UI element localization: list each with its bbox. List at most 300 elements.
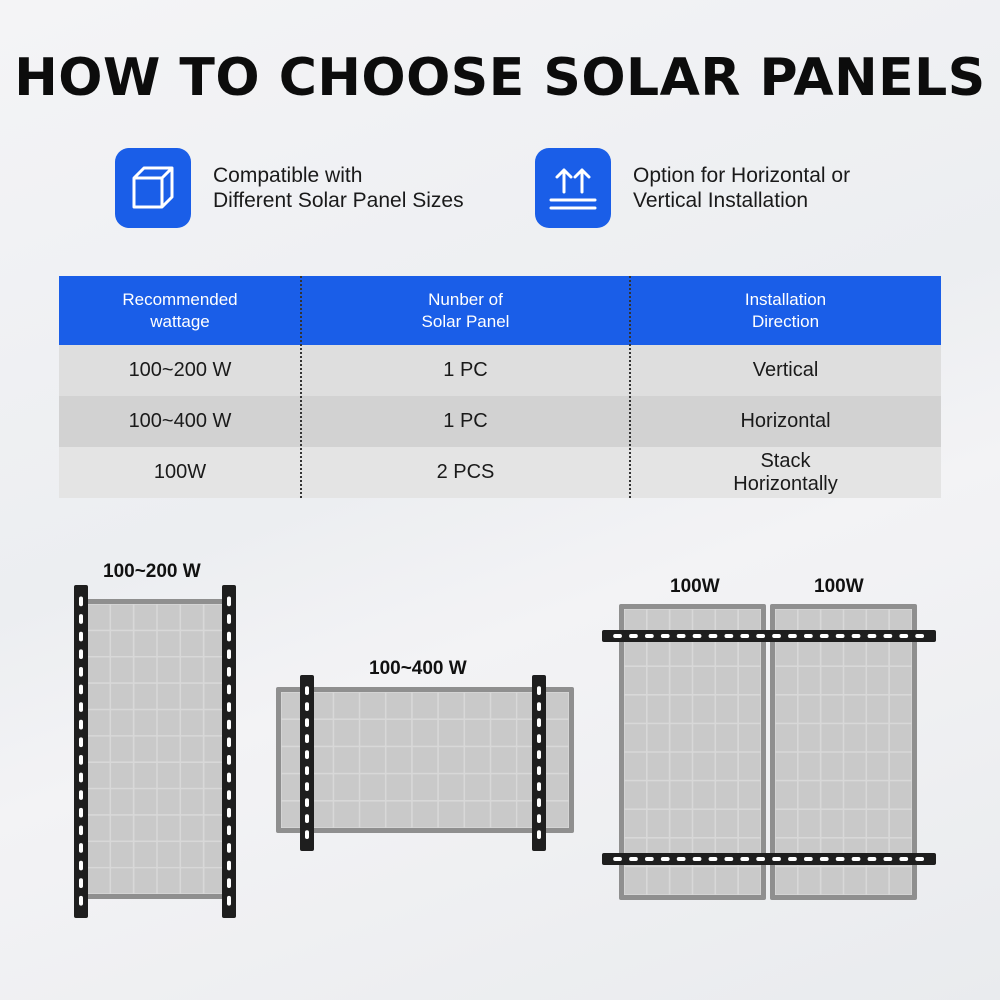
bracket-slot <box>852 857 861 861</box>
panel-cell <box>671 724 692 751</box>
panel-cell <box>867 810 888 837</box>
panel-cell <box>716 696 737 723</box>
cell-direction: Horizontal <box>740 410 831 432</box>
panel-cell <box>439 720 464 746</box>
panel-cell <box>799 753 820 780</box>
bracket-slot <box>79 597 83 607</box>
panel-cell <box>465 747 490 773</box>
bracket-slot <box>305 766 309 775</box>
panel-cell <box>135 710 157 735</box>
bracket-slot <box>305 718 309 727</box>
bracket-slot <box>804 634 813 638</box>
bracket-slot <box>305 702 309 711</box>
panel-cell <box>799 696 820 723</box>
bracket-slot <box>227 896 231 906</box>
bracket-slot <box>537 686 541 695</box>
panel-cell <box>158 842 180 867</box>
panel-cell <box>158 816 180 841</box>
bracket-slot <box>227 755 231 765</box>
table-row <box>59 345 941 396</box>
panel-cell <box>181 842 203 867</box>
panel-cell <box>716 810 737 837</box>
panel-cell <box>625 638 646 665</box>
panel-cell <box>135 842 157 867</box>
cell-count: 2 PCS <box>436 461 495 483</box>
panel-cell <box>111 868 133 893</box>
panel-cell <box>648 810 669 837</box>
panel-cell <box>844 781 865 808</box>
panel-cell <box>413 802 438 828</box>
bracket-slot <box>756 857 765 861</box>
panel-cell <box>739 753 760 780</box>
bracket-slot <box>661 857 670 861</box>
panel-cell <box>648 667 669 694</box>
bracket-slot <box>79 632 83 642</box>
bracket-slot <box>227 614 231 624</box>
panel-cell <box>844 724 865 751</box>
panel-cell <box>181 658 203 683</box>
bracket-slot <box>227 667 231 677</box>
cell-wattage: 100W <box>153 461 207 483</box>
feature-panel-sizes <box>115 148 464 228</box>
panel-cell <box>158 631 180 656</box>
bracket-slot <box>804 857 813 861</box>
panel-cell <box>799 638 820 665</box>
panel-cell <box>135 631 157 656</box>
panel-cell <box>716 724 737 751</box>
panel-cell <box>867 638 888 665</box>
panel-cell <box>181 763 203 788</box>
panel-cell <box>387 774 412 800</box>
bracket-slot <box>227 702 231 712</box>
panel-cell <box>88 684 110 709</box>
panel-cell <box>135 605 157 630</box>
panel-cell <box>822 753 843 780</box>
panel-cell <box>111 684 133 709</box>
bracket-slot <box>820 857 829 861</box>
bracket-slot <box>227 808 231 818</box>
panel-cell <box>544 720 569 746</box>
panel-cell <box>693 724 714 751</box>
panel-cell <box>88 789 110 814</box>
panel-cell <box>671 810 692 837</box>
bracket-slot <box>79 825 83 835</box>
panel-cell <box>491 693 516 719</box>
bracket-slot <box>305 750 309 759</box>
bracket-slot <box>868 857 877 861</box>
header-direction: Installation Direction <box>630 276 941 345</box>
panel-cell <box>111 816 133 841</box>
feature-line-2: Vertical Installation <box>633 189 809 212</box>
panel-cell <box>776 667 797 694</box>
bracket-slot <box>709 857 718 861</box>
bracket-slot <box>227 649 231 659</box>
panel-cell <box>135 658 157 683</box>
table-row <box>59 447 941 498</box>
bracket-slot <box>693 634 702 638</box>
mounting-bracket <box>300 675 314 851</box>
panel-cell <box>867 753 888 780</box>
panel-cell <box>135 737 157 762</box>
panel-cell <box>491 747 516 773</box>
bracket-slot <box>79 808 83 818</box>
panel-cell <box>693 753 714 780</box>
bracket-slot <box>740 857 749 861</box>
panel-cell <box>88 868 110 893</box>
panel-cell <box>671 867 692 894</box>
panel-cell <box>135 684 157 709</box>
panel-cell <box>439 774 464 800</box>
panel-cell <box>822 781 843 808</box>
panel-cell <box>88 710 110 735</box>
panel-cell <box>716 867 737 894</box>
panel-cell <box>158 658 180 683</box>
bracket-slot <box>227 861 231 871</box>
panel-cell <box>88 816 110 841</box>
cell-wattage: 100~400 W <box>128 410 232 432</box>
bracket-slot <box>79 649 83 659</box>
panel-cell <box>158 605 180 630</box>
bracket-slot <box>645 634 654 638</box>
bracket-slot <box>305 782 309 791</box>
bracket-slot <box>227 843 231 853</box>
feature-line-1: Compatible with <box>213 164 363 187</box>
panel-cell <box>776 810 797 837</box>
panel-cell <box>716 753 737 780</box>
panel-cell <box>181 816 203 841</box>
bracket-slot <box>227 685 231 695</box>
panel-cell <box>844 810 865 837</box>
bracket-slot <box>740 634 749 638</box>
bracket-slot <box>537 718 541 727</box>
cell-count: 1 PC <box>443 359 488 381</box>
bracket-slot <box>883 634 892 638</box>
bracket-slot <box>227 737 231 747</box>
bracket-slot <box>915 634 924 638</box>
panel-cell <box>181 605 203 630</box>
panel-cell <box>181 737 203 762</box>
panel-cell <box>776 724 797 751</box>
bracket-slot <box>756 634 765 638</box>
panel-cell <box>413 693 438 719</box>
panel-cell <box>739 667 760 694</box>
panel-cell <box>465 774 490 800</box>
stack-install-illustration <box>600 600 940 900</box>
bracket-slot <box>820 634 829 638</box>
panel-cell <box>693 867 714 894</box>
panel-cell <box>671 667 692 694</box>
panel-cell <box>671 753 692 780</box>
bracket-slot <box>305 830 309 839</box>
panel-cell <box>716 667 737 694</box>
bracket-slot <box>868 634 877 638</box>
panel-cell <box>387 747 412 773</box>
panel-cell <box>334 720 359 746</box>
panel-cell <box>111 631 133 656</box>
bracket-slot <box>79 737 83 747</box>
panel-cell <box>716 781 737 808</box>
cell-direction: Vertical <box>752 359 819 381</box>
table-row <box>59 396 941 447</box>
bracket-slot <box>709 634 718 638</box>
panel-cell <box>111 763 133 788</box>
column-divider <box>629 276 631 498</box>
panel-cell <box>671 638 692 665</box>
panel-cell <box>739 867 760 894</box>
panel-cell <box>387 693 412 719</box>
panel-cell <box>544 802 569 828</box>
panel-cell <box>158 763 180 788</box>
bracket-slot <box>79 702 83 712</box>
panel-cell <box>648 781 669 808</box>
bracket-slot <box>79 861 83 871</box>
panel-cell <box>739 781 760 808</box>
bracket-slot <box>613 857 622 861</box>
panel-cell <box>111 658 133 683</box>
panel-cell <box>844 638 865 665</box>
stack-panel-label-left: 100W <box>670 576 720 597</box>
panel-cell <box>890 753 911 780</box>
panel-cell <box>625 867 646 894</box>
panel-cell <box>648 753 669 780</box>
bracket-slot <box>79 843 83 853</box>
selection-table <box>59 276 941 498</box>
panel-cell <box>439 693 464 719</box>
panel-cell <box>822 724 843 751</box>
cell-wattage: 100~200 W <box>128 359 232 381</box>
panel-cell <box>544 747 569 773</box>
bracket-slot <box>79 720 83 730</box>
bracket-slot <box>629 857 638 861</box>
panel-cell <box>135 816 157 841</box>
cell-count: 1 PC <box>443 410 488 432</box>
bracket-slot <box>79 614 83 624</box>
bracket-slot <box>613 634 622 638</box>
panel-cell <box>111 710 133 735</box>
bracket-slot <box>537 814 541 823</box>
panel-cell <box>822 638 843 665</box>
bracket-slot <box>852 634 861 638</box>
panel-cell <box>648 724 669 751</box>
horizontal-install-illustration <box>272 675 578 855</box>
panel-cell <box>799 724 820 751</box>
bracket-slot <box>645 857 654 861</box>
mounting-bracket <box>532 675 546 851</box>
panel-cell <box>799 867 820 894</box>
panel-cell <box>465 720 490 746</box>
panel-cell <box>544 774 569 800</box>
panel-cell <box>491 802 516 828</box>
panel-cell <box>491 774 516 800</box>
bracket-slot <box>677 634 686 638</box>
panel-cell <box>360 747 385 773</box>
header-wattage: Recommended wattage <box>59 276 301 345</box>
panel-cell <box>111 605 133 630</box>
panel-cell <box>776 696 797 723</box>
panel-cell <box>776 781 797 808</box>
panel-cell <box>181 710 203 735</box>
panel-cell <box>88 631 110 656</box>
panel-cell <box>360 802 385 828</box>
panel-cell <box>693 667 714 694</box>
bracket-slot <box>629 634 638 638</box>
panel-cell <box>799 810 820 837</box>
panel-cell <box>181 631 203 656</box>
panel-cell <box>867 867 888 894</box>
bracket-slot <box>537 734 541 743</box>
bracket-slot <box>677 857 686 861</box>
bracket-slot <box>661 634 670 638</box>
panel-cell <box>844 667 865 694</box>
panel-cell <box>465 802 490 828</box>
panel-cell <box>181 868 203 893</box>
panel-cell <box>413 774 438 800</box>
panel-cell <box>360 693 385 719</box>
bracket-slot <box>788 634 797 638</box>
panel-cell <box>799 781 820 808</box>
bracket-slot <box>227 878 231 888</box>
panel-cell <box>822 867 843 894</box>
bracket-slot <box>79 773 83 783</box>
bracket-slot <box>79 790 83 800</box>
panel-cell <box>181 684 203 709</box>
panel-cell <box>693 781 714 808</box>
panel-cell <box>822 810 843 837</box>
bracket-slot <box>227 632 231 642</box>
panel-cell <box>890 810 911 837</box>
bracket-slot <box>883 857 892 861</box>
header-panel-count: Nunber of Solar Panel <box>301 276 630 345</box>
panel-cell <box>671 781 692 808</box>
column-divider <box>300 276 302 498</box>
panel-cell <box>439 802 464 828</box>
panel-cell <box>822 696 843 723</box>
panel-cell <box>158 684 180 709</box>
bracket-slot <box>788 857 797 861</box>
vertical-panel-label: 100~200 W <box>103 561 201 582</box>
cell-direction: Stack Horizontally <box>733 449 838 495</box>
panel-cell <box>465 693 490 719</box>
panel-cell <box>360 720 385 746</box>
panel-cell <box>693 696 714 723</box>
panel-cell <box>111 789 133 814</box>
panel-cell <box>671 696 692 723</box>
panel-cell <box>867 781 888 808</box>
panel-cell <box>625 781 646 808</box>
bracket-slot <box>227 790 231 800</box>
bracket-slot <box>836 857 845 861</box>
panel-cell <box>360 774 385 800</box>
panel-cell <box>867 696 888 723</box>
panel-cell <box>890 724 911 751</box>
panel-cell <box>111 737 133 762</box>
panel-cell <box>844 867 865 894</box>
panel-cell <box>334 747 359 773</box>
panel-cell <box>693 810 714 837</box>
panel-cell <box>890 667 911 694</box>
panel-cell <box>181 789 203 814</box>
panel-cell <box>739 724 760 751</box>
cube-icon <box>115 148 191 228</box>
panel-cell <box>648 696 669 723</box>
panel-cell <box>334 802 359 828</box>
bracket-slot <box>899 634 908 638</box>
panel-cell <box>648 867 669 894</box>
panel-cell <box>648 638 669 665</box>
bracket-slot <box>305 814 309 823</box>
bracket-slot <box>305 798 309 807</box>
panel-cell <box>693 638 714 665</box>
stack-panel-label-right: 100W <box>814 576 864 597</box>
panel-cell <box>334 693 359 719</box>
panel-cell <box>844 696 865 723</box>
panel-cell <box>890 638 911 665</box>
panel-cell <box>413 720 438 746</box>
panel-cell <box>88 605 110 630</box>
panel-cell <box>776 867 797 894</box>
feature-orientation <box>535 148 850 228</box>
bracket-slot <box>836 634 845 638</box>
panel-cell <box>88 763 110 788</box>
bracket-slot <box>227 597 231 607</box>
bracket-slot <box>79 896 83 906</box>
panel-cell <box>844 753 865 780</box>
bracket-slot <box>899 857 908 861</box>
panel-cell <box>135 868 157 893</box>
panel-cell <box>716 638 737 665</box>
bracket-slot <box>915 857 924 861</box>
panel-cell <box>822 667 843 694</box>
panel-cell <box>739 696 760 723</box>
panel-cell <box>158 789 180 814</box>
bracket-slot <box>79 667 83 677</box>
panel-cell <box>387 720 412 746</box>
bracket-slot <box>693 857 702 861</box>
bracket-slot <box>724 857 733 861</box>
bracket-slot <box>537 798 541 807</box>
panel-cell <box>867 724 888 751</box>
panel-cell <box>158 868 180 893</box>
bracket-slot <box>772 857 781 861</box>
panel-cell <box>135 789 157 814</box>
vertical-arrows-icon <box>535 148 611 228</box>
panel-cell <box>88 842 110 867</box>
bracket-slot <box>537 702 541 711</box>
panel-cell <box>135 763 157 788</box>
panel-cell <box>491 720 516 746</box>
panel-cell <box>544 693 569 719</box>
bracket-slot <box>79 685 83 695</box>
panel-cell <box>625 810 646 837</box>
panel-cell <box>387 802 412 828</box>
panel-cell <box>890 781 911 808</box>
panel-cell <box>776 753 797 780</box>
panel-cell <box>413 747 438 773</box>
page-title: HOW TO CHOOSE SOLAR PANELS <box>14 48 986 108</box>
panel-cell <box>799 667 820 694</box>
bracket-slot <box>537 830 541 839</box>
bracket-slot <box>227 720 231 730</box>
horizontal-panel-label: 100~400 W <box>369 658 467 679</box>
bracket-slot <box>772 634 781 638</box>
panel-cell <box>625 753 646 780</box>
panel-cell <box>158 737 180 762</box>
bracket-slot <box>79 878 83 888</box>
panel-cell <box>88 658 110 683</box>
bracket-slot <box>227 773 231 783</box>
panel-cell <box>625 667 646 694</box>
panel-cell <box>439 747 464 773</box>
